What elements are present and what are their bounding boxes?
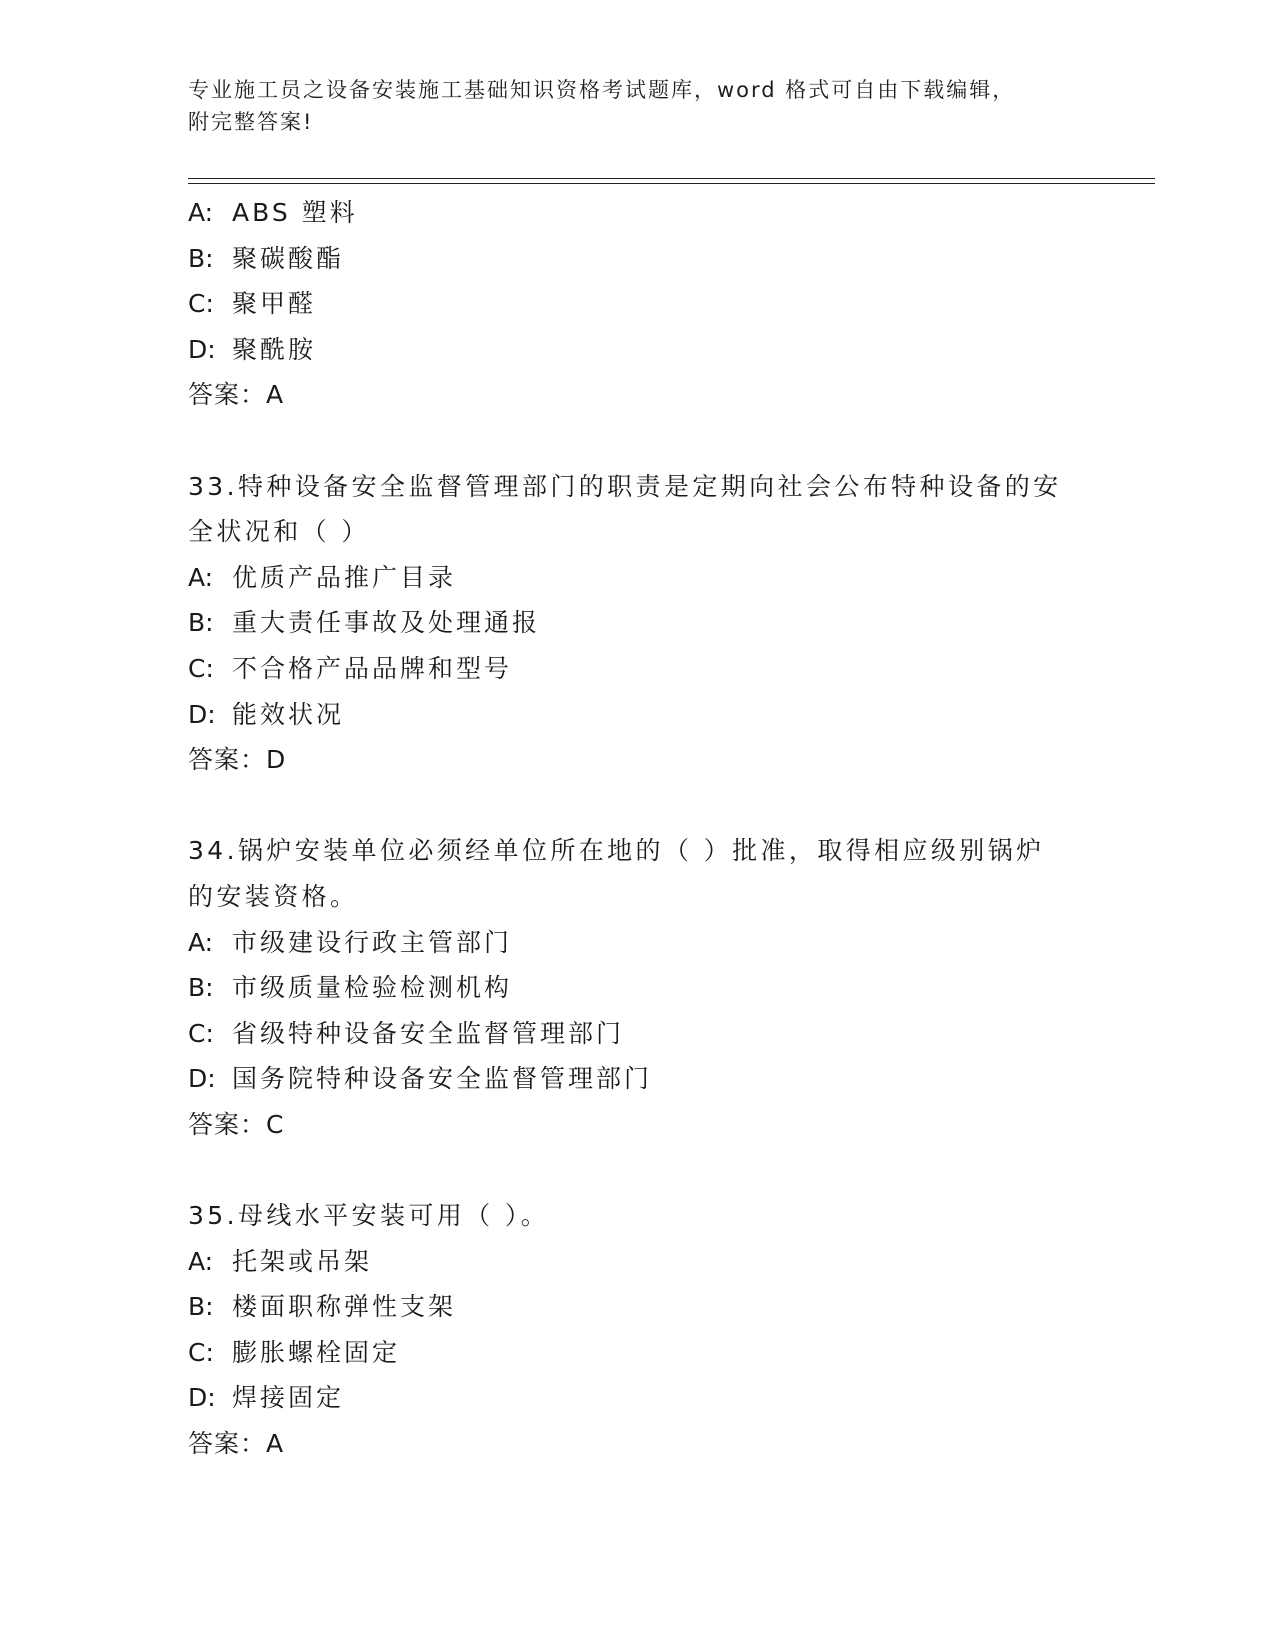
- answer-key: 答案：C: [188, 1109, 285, 1139]
- header-divider-top: [188, 178, 1155, 179]
- option-key: C:: [188, 1018, 214, 1048]
- answer-option: [188, 600, 1088, 646]
- answer-key: 答案：D: [188, 745, 287, 775]
- question-block: [188, 464, 1088, 783]
- question-spacer: [188, 1147, 1088, 1193]
- answer-option: [188, 1330, 1088, 1376]
- answer-key: 答案：A: [188, 380, 285, 410]
- option-key: C:: [188, 289, 214, 319]
- question-block: [188, 190, 1088, 418]
- option-key: A:: [188, 198, 214, 227]
- option-text: 市级质量检验检测机构: [232, 973, 513, 1003]
- answer-option: [188, 646, 1088, 692]
- option-text: 优质产品推广目录: [232, 562, 457, 592]
- question-list: [188, 190, 1088, 1467]
- option-key: B:: [188, 1292, 214, 1322]
- option-key: B:: [188, 243, 214, 273]
- option-key: B:: [188, 973, 214, 1003]
- answer-option: [188, 1239, 1088, 1285]
- answer-option: [188, 236, 1088, 282]
- header-line-2: 附完整答案!: [188, 110, 314, 134]
- option-text: 膨胀螺栓固定: [232, 1337, 401, 1367]
- option-text: 国务院特种设备安全监督管理部门: [232, 1064, 653, 1094]
- question-spacer: [188, 783, 1088, 829]
- option-text: 聚碳酸酯: [232, 243, 345, 273]
- question-stem-line: 34.锅炉安装单位必须经单位所在地的（ ）批准，取得相应级别锅炉: [188, 836, 1045, 866]
- option-text: 托架或吊架: [232, 1246, 373, 1276]
- answer-option: [188, 965, 1088, 1011]
- question-spacer: [188, 418, 1088, 464]
- option-key: C:: [188, 653, 214, 683]
- answer-option: [188, 1375, 1088, 1421]
- option-text: 焊接固定: [232, 1383, 345, 1413]
- answer-key: 答案：A: [188, 1429, 285, 1459]
- option-text: 不合格产品品牌和型号: [232, 653, 513, 683]
- header-divider-bottom: [188, 183, 1155, 184]
- option-key: D:: [188, 334, 216, 364]
- question-stem-line: 的安装资格。: [188, 881, 359, 911]
- question-stem-line: 全状况和（ ）: [188, 517, 370, 547]
- option-key: D:: [188, 1383, 216, 1413]
- option-text: 能效状况: [232, 699, 345, 729]
- option-key: A:: [188, 927, 214, 957]
- option-text: ABS 塑料: [232, 198, 358, 227]
- answer-option: [188, 1011, 1088, 1057]
- document-header: [188, 74, 1088, 138]
- answer-option: [188, 327, 1088, 373]
- header-line-1: 专业施工员之设备安装施工基础知识资格考试题库，word 格式可自由下载编辑，: [188, 78, 1016, 102]
- answer-option: [188, 1284, 1088, 1330]
- question-block: [188, 1193, 1088, 1467]
- option-key: C:: [188, 1337, 214, 1367]
- option-text: 重大责任事故及处理通报: [232, 608, 541, 638]
- question-stem-line: 33.特种设备安全监督管理部门的职责是定期向社会公布特种设备的安: [188, 471, 1062, 501]
- answer-option: [188, 1056, 1088, 1102]
- answer-option: [188, 190, 1088, 236]
- option-text: 聚酰胺: [232, 334, 317, 364]
- option-key: D:: [188, 1064, 216, 1094]
- answer-option: [188, 920, 1088, 966]
- question-block: [188, 828, 1088, 1147]
- option-key: D:: [188, 699, 216, 729]
- option-text: 聚甲醛: [232, 289, 317, 319]
- option-text: 省级特种设备安全监督管理部门: [232, 1018, 625, 1048]
- option-text: 楼面职称弹性支架: [232, 1292, 457, 1322]
- option-key: A:: [188, 562, 214, 592]
- question-stem-line: 35.母线水平安装可用（ ）。: [188, 1201, 550, 1231]
- option-text: 市级建设行政主管部门: [232, 927, 513, 957]
- answer-option: [188, 281, 1088, 327]
- option-key: B:: [188, 608, 214, 638]
- answer-option: [188, 555, 1088, 601]
- answer-option: [188, 692, 1088, 738]
- option-key: A:: [188, 1246, 214, 1276]
